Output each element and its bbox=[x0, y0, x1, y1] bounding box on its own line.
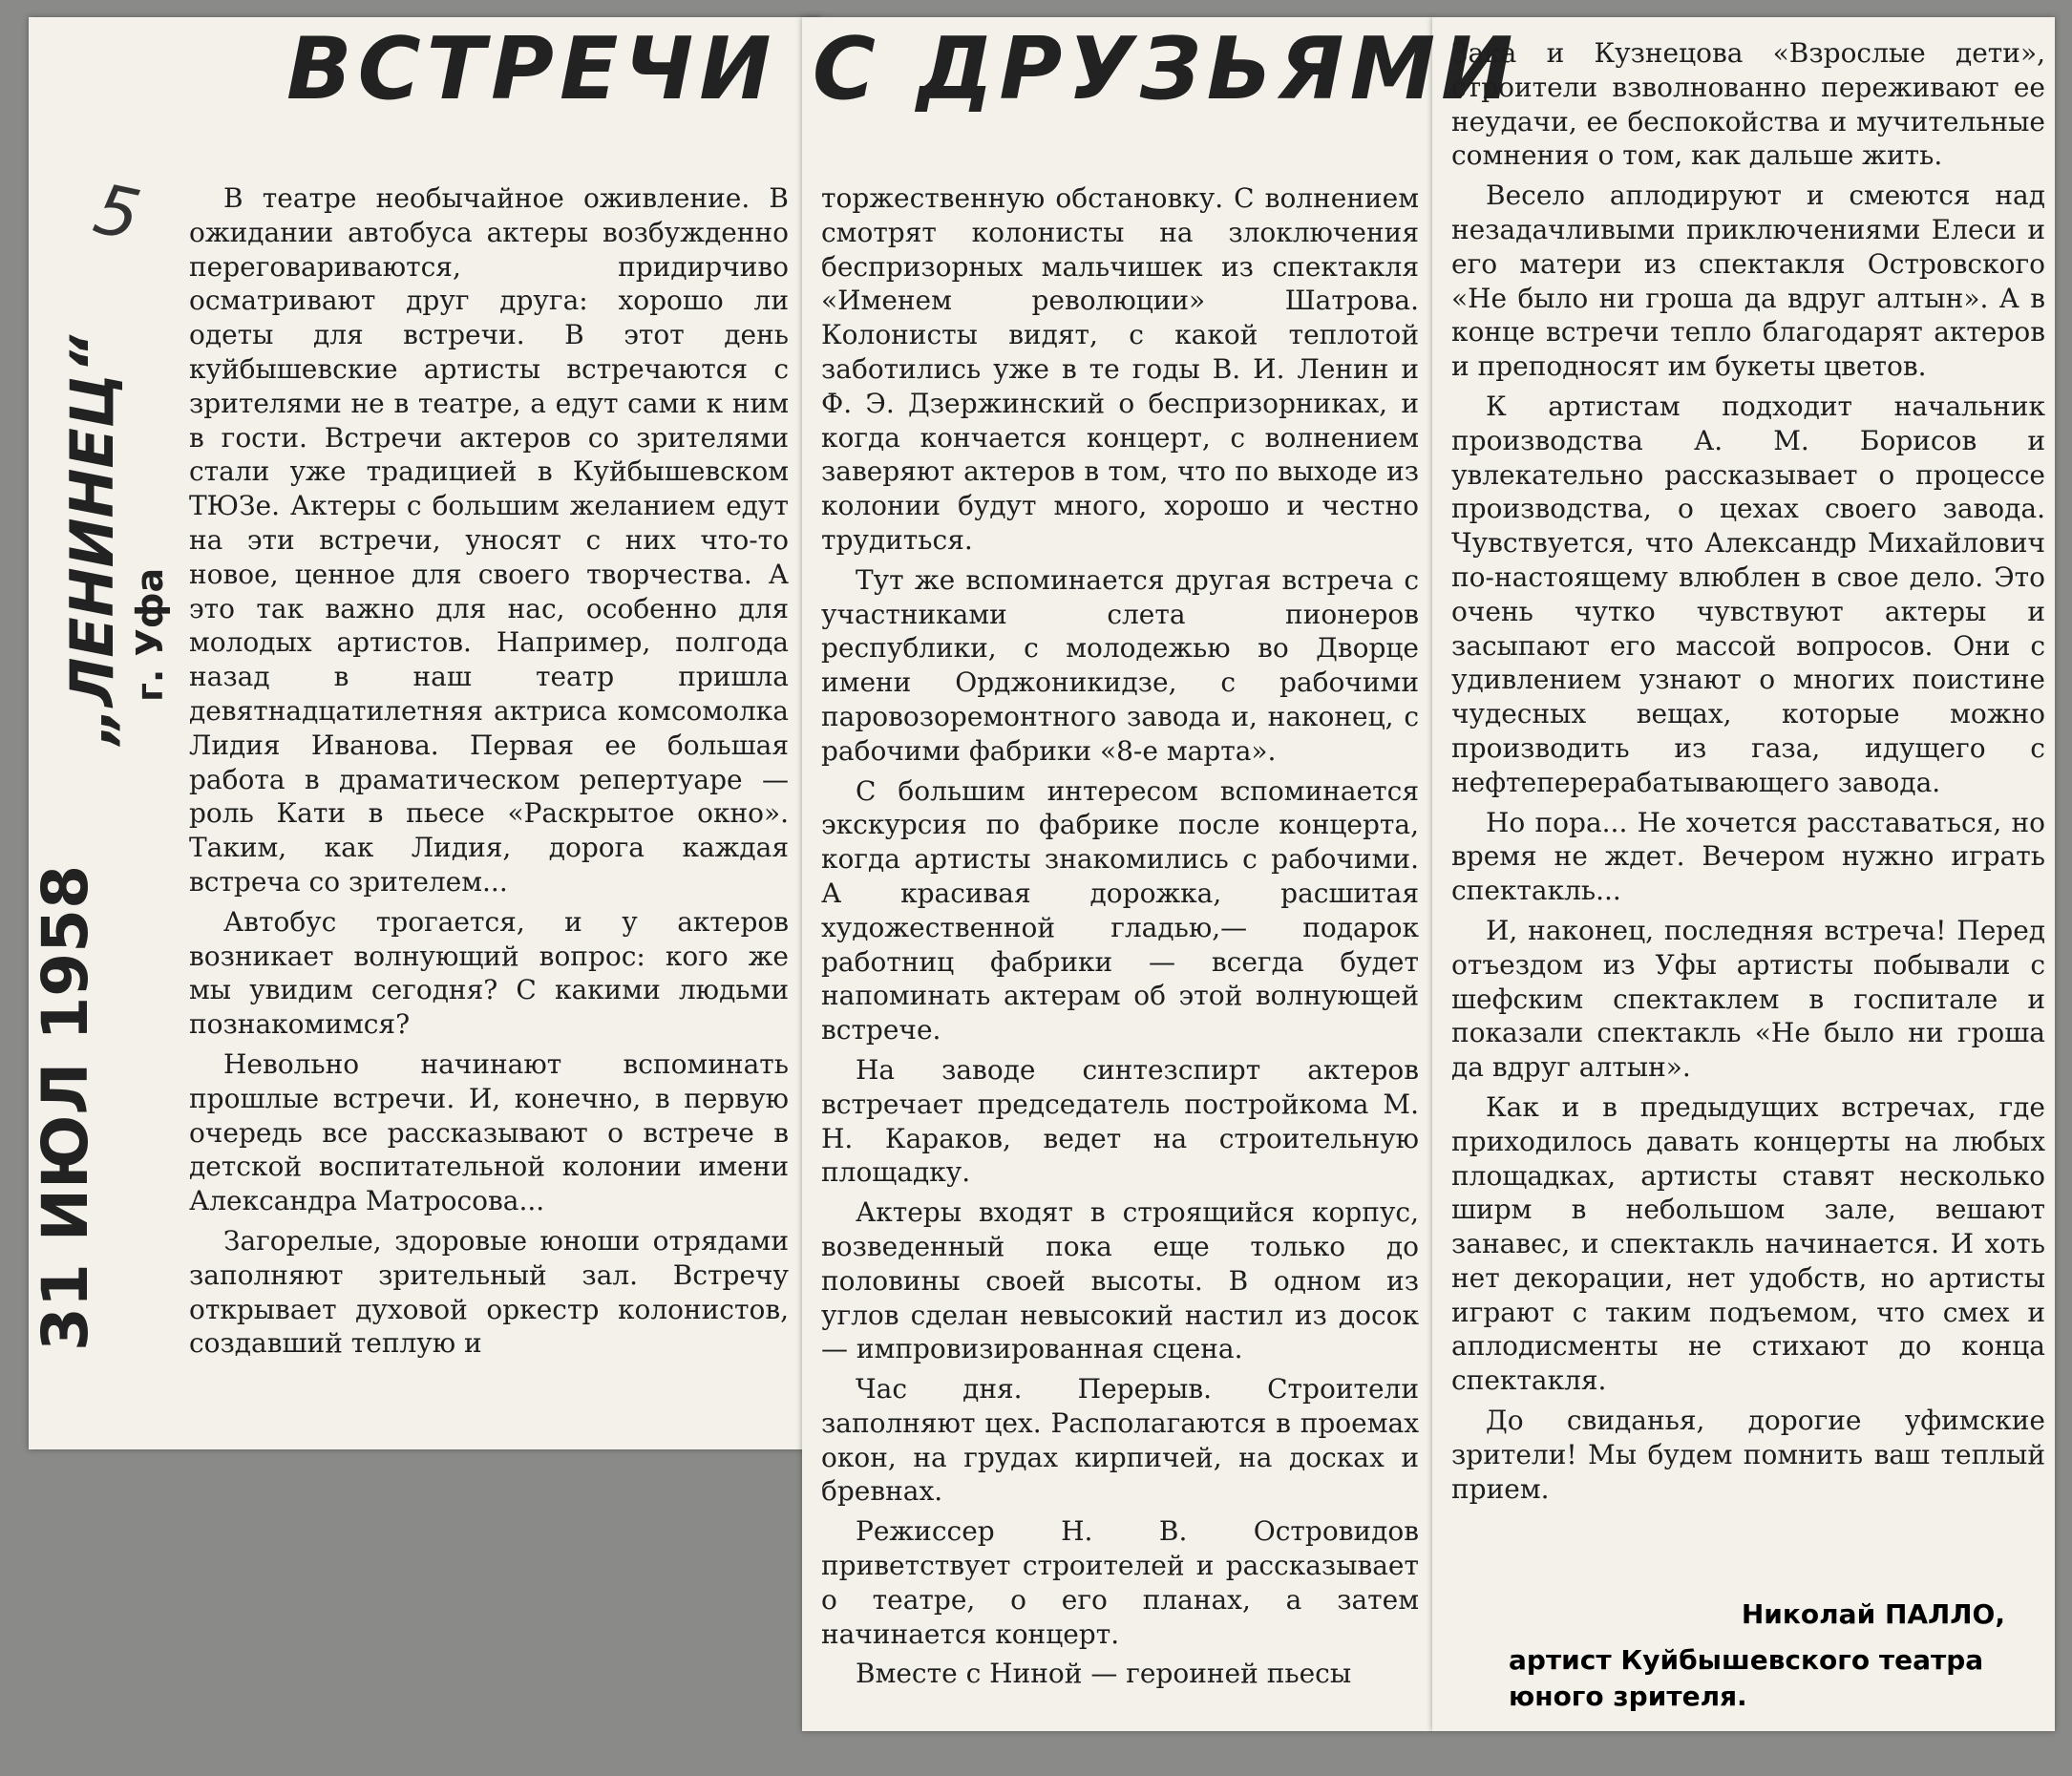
handwritten-page-mark: 5 bbox=[87, 168, 148, 256]
paragraph: И, наконец, последняя встреча! Перед отъездом из Уфы артисты побывали с шефским спектаклем в госпитале и показали спектакль «Не было ни гроша да вдруг алтын». bbox=[1451, 914, 2045, 1084]
paragraph: Актеры входят в строящийся корпус, возведенный пока еще только до половины своей высоты. В одном из углов сделан невысокий настил из досок — импровизированная сцена. bbox=[821, 1196, 1419, 1365]
paragraph: Тут же вспоминается другая встреча с участниками слета пионеров республики, с молодежью во Дворце имени Орджоникидзе, с рабочими паровозоремонтного завода и, наконец, с рабочими фабрики «8-е марта». bbox=[821, 563, 1419, 767]
author-name: Николай ПАЛЛО, bbox=[1741, 1598, 2005, 1630]
paragraph: Как и в предыдущих встречах, где приходилось давать концерты на любых площадках, артисты ставят несколько ширм в небольшом зале, вешают занавес, и спектакль начинается. И хоть нет декорации, нет удобств, но артисты играют с таким подъемом, что смех и аплодисменты не стихают до конца спектакля. bbox=[1451, 1090, 2045, 1397]
paragraph-continuation: торжественную обстановку. С волнением смотрят колонисты на злоключения беспризорных мальчишек из спектакля «Именем революции» Шатрова. Колонисты видят, с какой теплотой заботились уже в те годы В. И. Ленин и Ф. Э. Дзержинский о беспризорниках, и когда кончается концерт, с волнением заверяют актеров в том, что по выходе из колонии будут много, хорошо и честно трудиться. bbox=[821, 182, 1419, 556]
paragraph: Автобус трогается, и у актеров возникает волнующий вопрос: кого же мы увидим сегодня? С какими людьми познакомимся? bbox=[189, 905, 789, 1041]
paragraph: К артистам подходит начальник производства А. М. Борисов и увлекательно рассказывает о процессе производства, о цехах своего завода. Чувствуется, что Александр Михайлович по-настоящему влюблен в свое дело. Это очень чутко чувствуют актеры и засыпают его массой вопросов. Они с удивлением узнают о многих поистине чудесных вещах, которые можно производить из газа, идущего с нефтеперерабатывающего завода. bbox=[1451, 390, 2045, 798]
paragraph: Вместе с Ниной — героиней пьесы bbox=[856, 1658, 1352, 1690]
author-signature bbox=[1509, 1596, 2024, 1715]
paragraph-continuation: Зака и Кузнецова «Взрослые дети», строители взволнованно переживают ее неудачи, ее беспокойства и мучительные сомнения о том, как дальше жить. bbox=[1451, 37, 2045, 172]
paragraph: На заводе синтезспирт актеров встречает председатель постройкома М. Н. Караков, ведет на строительную площадку. bbox=[821, 1053, 1419, 1189]
paragraph: Невольно начинают вспоминать прошлые встречи. И, конечно, в первую очередь все рассказывают о встрече в детской воспитательной колонии имени Александра Матросова... bbox=[189, 1047, 789, 1217]
newspaper-name-stamp: „ЛЕНИНЕЦ“ bbox=[57, 334, 127, 745]
article-headline: ВСТРЕЧИ С ДРУЗЬЯМИ bbox=[286, 19, 1519, 119]
paragraph: С большим интересом вспоминается экскурсия по фабрике после концерта, когда артисты знакомились с рабочими. А красивая дорожка, расшитая художественной гладью,— подарок работниц фабрики — всегда будет напоминать актерам об этой волнующей встрече. bbox=[821, 774, 1419, 1047]
article-column-3 bbox=[1451, 36, 2045, 1512]
paragraph: Загорелые, здоровые юноши отрядами заполняют зрительный зал. Встречу открывает духовой оркестр колонистов, создавший теплую и bbox=[189, 1224, 789, 1360]
article-column-1 bbox=[189, 181, 789, 1366]
author-role: артист Куйбышевского театра юного зрителя. bbox=[1509, 1644, 1984, 1712]
article-column-2 bbox=[821, 181, 1419, 1697]
paragraph: Но пора... Не хочется расставаться, но время не ждет. Вечером нужно играть спектакль... bbox=[1451, 806, 2045, 907]
paragraph: В театре необычайное оживление. В ожидании автобуса актеры возбужденно переговариваются, придирчиво осматривают друг друга: хорошо ли одеты для встречи. В этот день куйбышевские артисты встречаются с зрителями не в театре, а едут сами к ним в гости. Встречи актеров со зрителями стали уже традицией в Куйбышевском ТЮЗе. Актеры с большим желанием едут на эти встречи, уносят с них что-то новое, ценное для своего творчества. А это так важно для нас, особенно для молодых артистов. Например, полгода назад в наш театр пришла девятнадцатилетняя актриса комсомолка Лидия Иванова. Первая ее большая работа в драматическом репертуаре — роль Кати в пьесе «Раскрытое окно». Таким, как Лидия, дорога каждая встреча со зрителем... bbox=[189, 182, 789, 898]
paragraph: До свиданья, дорогие уфимские зрители! Мы будем помнить ваш теплый прием. bbox=[1451, 1405, 2045, 1505]
paragraph: Весело аплодируют и смеются над незадачливыми приключениями Елеси и его матери из спектакля Островского «Не было ни гроша да вдруг алтын». А в конце встречи тепло благодарят актеров и преподносят им букеты цветов. bbox=[1451, 180, 2045, 383]
city-stamp: г. Уфа bbox=[129, 567, 171, 702]
paragraph: Час дня. Перерыв. Строители заполняют цех. Располагаются в проемах окон, на грудах кирпичей, на досках и бревнах. bbox=[821, 1373, 1419, 1508]
date-stamp: 31 ИЮЛ 1958 bbox=[29, 864, 102, 1351]
paragraph: Режиссер Н. В. Островидов приветствует строителей и рассказывает о театре, о его планах, а затем начинается концерт. bbox=[821, 1515, 1419, 1650]
